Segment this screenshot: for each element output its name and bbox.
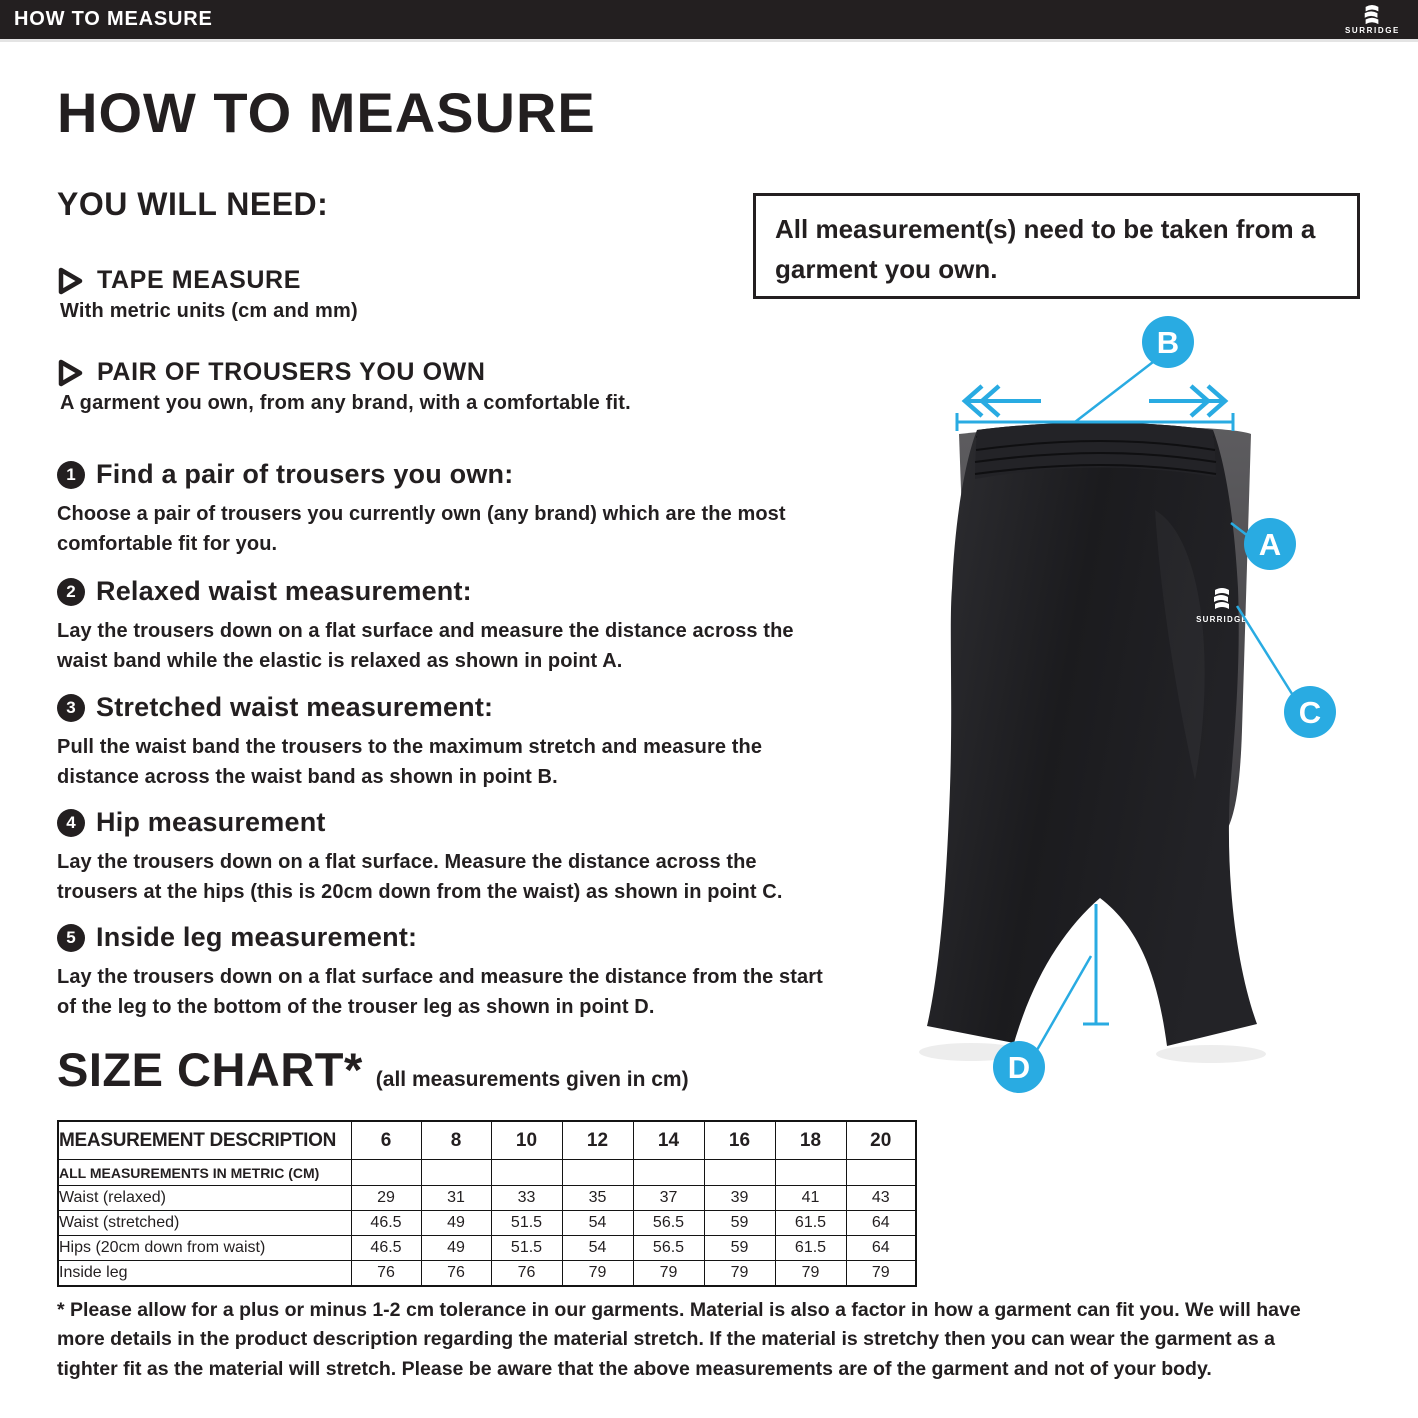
table-metric-row — [58, 1160, 916, 1186]
cell-value: 46.5 — [351, 1236, 421, 1261]
table-header-row — [58, 1121, 916, 1160]
cell-value: 79 — [704, 1261, 775, 1287]
cell-value: 56.5 — [633, 1211, 704, 1236]
step-4 — [57, 807, 857, 907]
row-label: Hips (20cm down from waist) — [58, 1236, 351, 1261]
row-label: Waist (relaxed) — [58, 1186, 351, 1211]
cell-value: 61.5 — [775, 1211, 846, 1236]
column-header: 14 — [633, 1121, 704, 1160]
leader-line-b — [1075, 362, 1153, 422]
cell-value: 59 — [704, 1236, 775, 1261]
table-row — [58, 1261, 916, 1287]
trousers-illustration — [905, 310, 1365, 1100]
size-chart-title: SIZE CHART* — [57, 1043, 363, 1096]
size-chart-table — [57, 1120, 917, 1287]
cell-value: 43 — [846, 1186, 916, 1211]
need-item-description: A garment you own, from any brand, with a comfortable fit. — [60, 392, 631, 414]
cell-value: 49 — [421, 1236, 491, 1261]
table-row — [58, 1211, 916, 1236]
cell-value: 39 — [704, 1186, 775, 1211]
point-a-label: A — [1258, 527, 1282, 562]
you-will-need-heading: YOU WILL NEED: — [57, 186, 329, 222]
cell-value: 79 — [846, 1261, 916, 1287]
cell-value: 79 — [562, 1261, 633, 1287]
cell-value: 79 — [633, 1261, 704, 1287]
trousers-silhouette — [927, 423, 1257, 1047]
leader-line-c — [1237, 606, 1294, 697]
step-number-badge: 1 — [57, 461, 85, 489]
cell-value: 49 — [421, 1211, 491, 1236]
point-c-label: C — [1298, 695, 1322, 730]
column-header: 10 — [491, 1121, 562, 1160]
surridge-logo-icon — [1360, 5, 1384, 25]
table-row — [58, 1236, 916, 1261]
cell-value: 61.5 — [775, 1236, 846, 1261]
step-number-badge: 3 — [57, 694, 85, 722]
page-title: HOW TO MEASURE — [57, 81, 596, 144]
need-item-title: TAPE MEASURE — [97, 266, 301, 294]
step-body: Lay the trousers down on a flat surface. Measure the distance across the trousers at the hips (this is 20cm down from the waist) as shown in point C. — [57, 851, 783, 903]
cell-value: 51.5 — [491, 1236, 562, 1261]
cell-value: 64 — [846, 1211, 916, 1236]
column-header: 16 — [704, 1121, 775, 1160]
column-header: MEASUREMENT DESCRIPTION — [58, 1121, 351, 1160]
cell-value: 54 — [562, 1211, 633, 1236]
triangle-bullet-icon — [57, 359, 84, 387]
trousers-measurement-diagram — [905, 310, 1365, 1100]
size-chart-heading — [57, 1042, 689, 1097]
step-title: Hip measurement — [96, 807, 326, 837]
trousers-brand-text: SURRIDGE — [1196, 615, 1248, 624]
cell-value: 79 — [775, 1261, 846, 1287]
top-bar — [0, 0, 1418, 42]
column-header: 20 — [846, 1121, 916, 1160]
cell-value: 33 — [491, 1186, 562, 1211]
cell-value: 46.5 — [351, 1211, 421, 1236]
cell-value: 31 — [421, 1186, 491, 1211]
point-d-label: D — [1007, 1050, 1031, 1085]
cell-value: 54 — [562, 1236, 633, 1261]
step-body: Choose a pair of trousers you currently own (any brand) which are the most comfortable fit for you. — [57, 503, 786, 555]
cell-value: 41 — [775, 1186, 846, 1211]
step-2 — [57, 576, 857, 676]
row-label: Inside leg — [58, 1261, 351, 1287]
size-chart-subtitle: (all measurements given in cm) — [375, 1068, 689, 1091]
step-title: Find a pair of trousers you own: — [96, 459, 514, 489]
step-number-badge: 2 — [57, 578, 85, 606]
step-number-badge: 4 — [57, 809, 85, 837]
table-row — [58, 1186, 916, 1211]
brand-logo — [1345, 5, 1400, 35]
tolerance-footnote: * Please allow for a plus or minus 1-2 cm tolerance in our garments. Material is also a factor in how a garment can fit you. We will have more details in the product description regarding the material stretch. If the material is stretchy then you can wear the garment as a tighter fit as the material will stretch. Please be aware that the above measurements are of the garment and not of your body. — [57, 1299, 1301, 1380]
column-header: 12 — [562, 1121, 633, 1160]
brand-wordmark: SURRIDGE — [1344, 25, 1400, 35]
measurement-note-box: All measurement(s) need to be taken from a garment you own. — [753, 193, 1360, 299]
leader-line-d — [1037, 956, 1091, 1050]
need-item-description: With metric units (cm and mm) — [60, 300, 358, 322]
top-bar-title: HOW TO MEASURE — [14, 8, 213, 30]
column-header: 18 — [775, 1121, 846, 1160]
need-item-title: PAIR OF TROUSERS YOU OWN — [97, 358, 486, 386]
cell-value: 76 — [491, 1261, 562, 1287]
cuff-shadow — [1156, 1045, 1266, 1063]
step-title: Relaxed waist measurement: — [96, 576, 472, 606]
cell-value: 35 — [562, 1186, 633, 1211]
point-b-label: B — [1156, 325, 1180, 360]
step-body: Pull the waist band the trousers to the maximum stretch and measure the distance across the waist band as shown in point B. — [57, 736, 763, 788]
cell-value: 56.5 — [633, 1236, 704, 1261]
step-3 — [57, 692, 857, 792]
cell-value: 37 — [633, 1186, 704, 1211]
step-body: Lay the trousers down on a flat surface and measure the distance across the waist band while the elastic is relaxed as shown in point A. — [57, 620, 794, 672]
step-1 — [57, 459, 857, 559]
metric-note-cell: ALL MEASUREMENTS IN METRIC (CM) — [58, 1160, 351, 1186]
cell-value: 59 — [704, 1211, 775, 1236]
row-label: Waist (stretched) — [58, 1211, 351, 1236]
column-header: 6 — [351, 1121, 421, 1160]
triangle-bullet-icon — [57, 267, 84, 295]
cell-value: 51.5 — [491, 1211, 562, 1236]
cell-value: 64 — [846, 1236, 916, 1261]
step-body: Lay the trousers down on a flat surface and measure the distance from the start of the leg to the bottom of the trouser leg as shown in point D. — [57, 966, 823, 1018]
step-number-badge: 5 — [57, 924, 85, 952]
step-5 — [57, 922, 857, 1022]
cell-value: 76 — [351, 1261, 421, 1287]
step-title: Inside leg measurement: — [96, 922, 418, 952]
column-header: 8 — [421, 1121, 491, 1160]
cell-value: 29 — [351, 1186, 421, 1211]
step-title: Stretched waist measurement: — [96, 692, 494, 722]
need-item-trousers — [57, 358, 631, 415]
need-item-tape-measure — [57, 266, 358, 323]
cell-value: 76 — [421, 1261, 491, 1287]
